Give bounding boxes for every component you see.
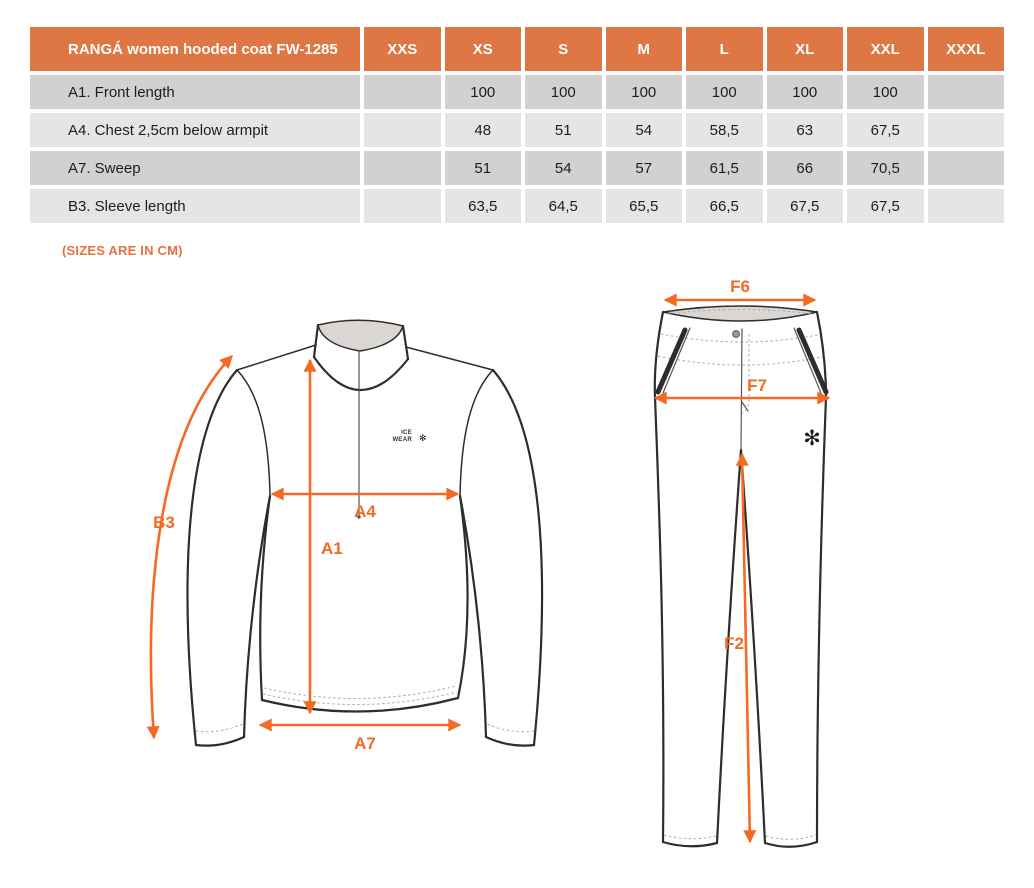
f6-label: F6 bbox=[730, 277, 750, 296]
fly-bartack bbox=[742, 402, 748, 411]
table-cell: 100 bbox=[606, 75, 683, 109]
left-shoulder-seam bbox=[237, 345, 316, 370]
left-cuff-stitch bbox=[196, 724, 243, 732]
table-cell bbox=[928, 75, 1005, 109]
left-cuff bbox=[196, 737, 244, 746]
hem bbox=[262, 698, 458, 712]
pants-measurement-drawing bbox=[645, 272, 845, 872]
table-cell: 57 bbox=[606, 151, 683, 185]
table-cell: 100 bbox=[847, 75, 924, 109]
table-cell: 100 bbox=[767, 75, 844, 109]
table-cell: 54 bbox=[525, 151, 602, 185]
table-cell: 51 bbox=[525, 113, 602, 147]
table-cell: 54 bbox=[606, 113, 683, 147]
left-raglan-seam bbox=[237, 370, 270, 496]
table-cell: 65,5 bbox=[606, 189, 683, 223]
right-shoulder-seam bbox=[406, 347, 493, 370]
right-inseam bbox=[741, 450, 765, 843]
table-cell bbox=[364, 189, 441, 223]
header-cell-xxs: XXS bbox=[364, 27, 441, 71]
collar-left-edge bbox=[314, 325, 318, 357]
table-cell: 48 bbox=[445, 113, 522, 147]
table-cell: 67,5 bbox=[847, 113, 924, 147]
table-cell: 100 bbox=[525, 75, 602, 109]
table-cell: 61,5 bbox=[686, 151, 763, 185]
table-cell: 66,5 bbox=[686, 189, 763, 223]
left-pocket-opening bbox=[658, 330, 685, 392]
center-front-seam bbox=[741, 329, 742, 450]
table-cell: 100 bbox=[445, 75, 522, 109]
right-cuff bbox=[486, 737, 534, 746]
left-hem-stitch bbox=[664, 835, 716, 839]
icewear-logo-line1: ICE bbox=[401, 430, 412, 436]
table-cell: 70,5 bbox=[847, 151, 924, 185]
header-cell-xl: XL bbox=[767, 27, 844, 71]
table-cell: 100 bbox=[686, 75, 763, 109]
right-raglan-seam bbox=[460, 370, 493, 496]
header-cell-xxl: XXL bbox=[847, 27, 924, 71]
f7-label: F7 bbox=[747, 376, 767, 395]
table-cell: 67,5 bbox=[847, 189, 924, 223]
left-pocket-edge bbox=[663, 328, 690, 393]
header-cell-xs: XS bbox=[445, 27, 522, 71]
body-left-side bbox=[260, 496, 270, 700]
table-cell: 58,5 bbox=[686, 113, 763, 147]
table-cell: 51 bbox=[445, 151, 522, 185]
table-cell: 63 bbox=[767, 113, 844, 147]
f2-label: F2 bbox=[724, 634, 744, 653]
a1-label: A1 bbox=[321, 539, 343, 558]
table-cell: 64,5 bbox=[525, 189, 602, 223]
table-title-cell: RANGÁ women hooded coat FW-1285 bbox=[30, 27, 360, 71]
b3-label: B3 bbox=[153, 513, 175, 532]
header-cell-l: L bbox=[686, 27, 763, 71]
table-cell: 67,5 bbox=[767, 189, 844, 223]
row-label: B3. Sleeve length bbox=[30, 189, 360, 223]
waist-button bbox=[733, 331, 740, 338]
table-cell bbox=[928, 151, 1005, 185]
table-cell bbox=[928, 189, 1005, 223]
row-label: A7. Sweep bbox=[30, 151, 360, 185]
size-table bbox=[30, 27, 1004, 223]
icewear-logo-line2: WEAR bbox=[392, 437, 412, 443]
right-leg-hem bbox=[765, 842, 817, 847]
right-cuff-stitch bbox=[487, 724, 534, 732]
waistband bbox=[663, 306, 817, 321]
table-cell: 63,5 bbox=[445, 189, 522, 223]
a4-label: A4 bbox=[354, 502, 376, 521]
left-sleeve-outer bbox=[188, 370, 237, 745]
table-cell bbox=[928, 113, 1005, 147]
left-leg-hem bbox=[663, 842, 717, 846]
snowflake-icon: ✻ bbox=[419, 433, 427, 443]
table-cell bbox=[364, 75, 441, 109]
row-label: A1. Front length bbox=[30, 75, 360, 109]
collar-right-edge bbox=[403, 326, 408, 359]
header-cell-xxxl: XXXL bbox=[928, 27, 1005, 71]
header-cell-m: M bbox=[606, 27, 683, 71]
hem-stitch bbox=[264, 686, 456, 699]
collar-inner bbox=[318, 320, 403, 351]
table-cell bbox=[364, 113, 441, 147]
neckline bbox=[314, 357, 408, 390]
table-cell bbox=[364, 151, 441, 185]
fly-stitch bbox=[742, 334, 749, 413]
right-sleeve-outer bbox=[493, 370, 542, 745]
right-hem-stitch bbox=[766, 835, 816, 839]
row-label: A4. Chest 2,5cm below armpit bbox=[30, 113, 360, 147]
jacket-measurement-drawing bbox=[140, 300, 555, 770]
a7-label: A7 bbox=[354, 734, 376, 753]
snowflake-icon: ✻ bbox=[803, 427, 821, 450]
table-cell: 66 bbox=[767, 151, 844, 185]
sizes-in-cm-note: (SIZES ARE IN CM) bbox=[62, 243, 183, 258]
header-cell-s: S bbox=[525, 27, 602, 71]
